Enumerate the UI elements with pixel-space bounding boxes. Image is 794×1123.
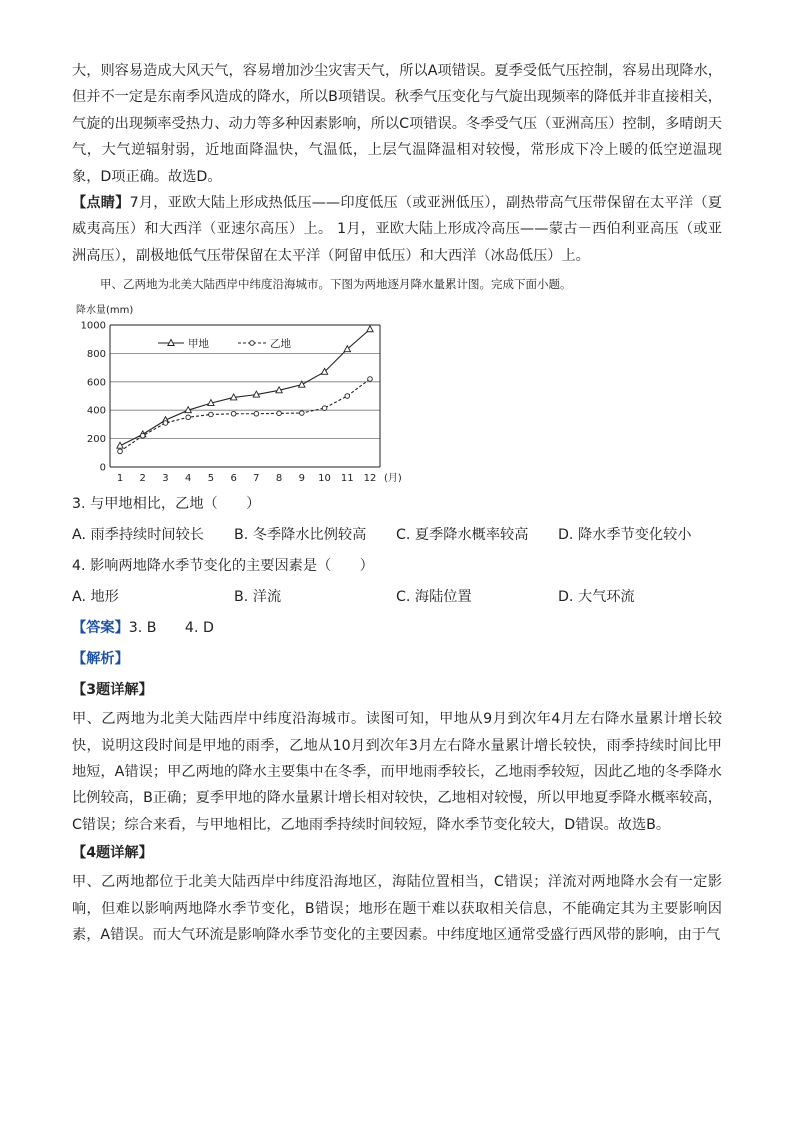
y-tick-label: 400: [86, 405, 106, 417]
x-tick-label: 8: [275, 473, 283, 485]
detail-3-text: 甲、乙两地为北美大陆西岸中纬度沿海城市。读图可知，甲地从9月到次年4月左右降水量累计增长较快，说明这段时间是甲地的雨季，乙地从10月到次年3月左右降水量累计增长较快，雨季持续时间比甲地短，A错误；甲乙两地的降水主要集中在冬季，而甲地雨季较长，乙地雨季较短，因此乙地的冬季降水比例较高，B正确；夏季甲地的降水量累计增长相对较快，乙地相对较慢，所以甲地夏季降水概率较高，C错误；综合来看，与甲地相比，乙地雨季持续时间较短，降水季节变化较大，D错误。故选B。: [72, 711, 722, 833]
x-tick-label: 10: [318, 473, 331, 485]
chart-svg: [72, 297, 432, 489]
data-point-yi: [209, 412, 214, 417]
q4-option-a[interactable]: A. 地形: [72, 589, 119, 606]
answer-label: 【答案】: [72, 620, 129, 637]
series-line-jia: [120, 330, 370, 446]
x-tick-label: 6: [230, 473, 237, 485]
q4-option-d[interactable]: D. 大气环流: [558, 589, 635, 606]
q3-option-a[interactable]: A. 雨季持续时间较长: [72, 527, 204, 544]
x-tick-label: 4: [184, 473, 192, 485]
data-point-yi: [254, 412, 259, 417]
document-page: [72, 58, 722, 949]
data-point-jia: [117, 442, 123, 448]
x-tick-label: 3: [162, 473, 169, 485]
q3-option-d[interactable]: D. 降水季节变化较小: [558, 527, 692, 544]
y-tick-label: 0: [99, 462, 106, 474]
answer-text: 3. B 4. D: [128, 620, 214, 637]
y-tick-label: 1000: [80, 320, 106, 332]
detail-3-label: 【3题详解】: [72, 682, 153, 699]
legend-marker-yi: [250, 341, 255, 346]
question-3-options: [72, 520, 722, 551]
x-tick-label: 12: [363, 473, 377, 485]
data-point-yi: [322, 406, 327, 411]
paragraph-prev-explanation: 大，则容易造成大风天气，容易增加沙尘灾害天气，所以A项错误。夏季受低气压控制，容易出现降水，但并不一定是东南季风造成的降水，所以B项错误。秋季气压变化与气旋出现频率的降低并非直接相关，气旋的出现频率受热力、动力等多种因素影响，所以C项错误。冬季受气压（亚洲高压）控制，多晴朗天气，大气逆辐射弱，近地面降温快，气温低，上层气温降温相对较慢，常形成下冷上暖的低空逆温现象，D项正确。故选D。: [72, 63, 722, 185]
x-tick-label: 1: [116, 473, 124, 485]
precipitation-chart: [72, 297, 432, 489]
data-point-yi: [345, 394, 350, 399]
legend-label-yi: 乙地: [270, 338, 291, 351]
detail-4-text: 甲、乙两地都位于北美大陆西岸中纬度沿海地区，海陆位置相当，C错误；洋流对两地降水会有一定影响，但难以影响两地降水季节变化，B错误；地形在题干难以获取相关信息，不能确定其为主要影响因素，A错误。而大气环流是影响降水季节变化的主要因素。中纬度地区通常受盛行西风带的影响，由于气: [72, 874, 722, 944]
data-point-yi: [118, 449, 123, 454]
tip-paragraph: [72, 190, 722, 269]
legend-label-jia: 甲地: [188, 338, 209, 351]
x-tick-label: 7: [253, 473, 260, 485]
q3-option-b[interactable]: B. 冬季降水比例较高: [234, 527, 367, 544]
data-point-jia: [367, 326, 373, 332]
question-4-options: [72, 582, 722, 613]
x-tick-label: 5: [207, 473, 215, 485]
q3-option-c[interactable]: C. 夏季降水概率较高: [396, 527, 529, 544]
q4-option-b[interactable]: B. 洋流: [234, 589, 282, 606]
detail-4-label: 【4题详解】: [72, 845, 153, 862]
question-3-stem: 3. 与甲地相比，乙地（ ）: [72, 496, 261, 513]
series-line-yi: [120, 379, 370, 451]
tip-text: 7月，亚欧大陆上形成热低压——印度低压（或亚洲低压），副热带高气压带保留在太平洋（夏威夷高压）和大西洋（亚速尔高压）上。 1月，亚欧大陆上形成冷高压——蒙古－西伯利亚高压（或亚洲高压），副极地低气压带保留在太平洋（阿留申低压）和大西洋（冰岛低压）上。: [72, 195, 722, 264]
y-tick-label: 600: [86, 377, 106, 389]
q4-option-c[interactable]: C. 海陆位置: [396, 589, 472, 606]
tip-label: 【点睛】: [72, 195, 130, 212]
data-point-yi: [163, 421, 168, 426]
question-4-stem: 4. 影响两地降水季节变化的主要因素是（ ）: [72, 558, 374, 575]
data-point-yi: [300, 411, 305, 416]
y-tick-label: 800: [86, 349, 106, 361]
data-point-yi: [140, 434, 145, 439]
data-point-yi: [277, 411, 282, 416]
data-point-yi: [231, 412, 236, 417]
x-axis-label: (月): [384, 473, 402, 485]
data-point-yi: [186, 415, 191, 420]
chart-caption: 甲、乙两地为北美大陆西岸中纬度沿海城市。下图为两地逐月降水量累计图。完成下面小题。: [100, 277, 572, 292]
analysis-label: 【解析】: [72, 651, 129, 668]
data-point-yi: [368, 377, 373, 382]
y-axis-label: 降水量(mm): [76, 305, 134, 317]
x-tick-label: 11: [340, 473, 354, 485]
y-tick-label: 200: [86, 434, 106, 446]
answer-line: [72, 613, 722, 644]
x-tick-label: 9: [298, 473, 306, 485]
x-tick-label: 2: [139, 473, 146, 485]
